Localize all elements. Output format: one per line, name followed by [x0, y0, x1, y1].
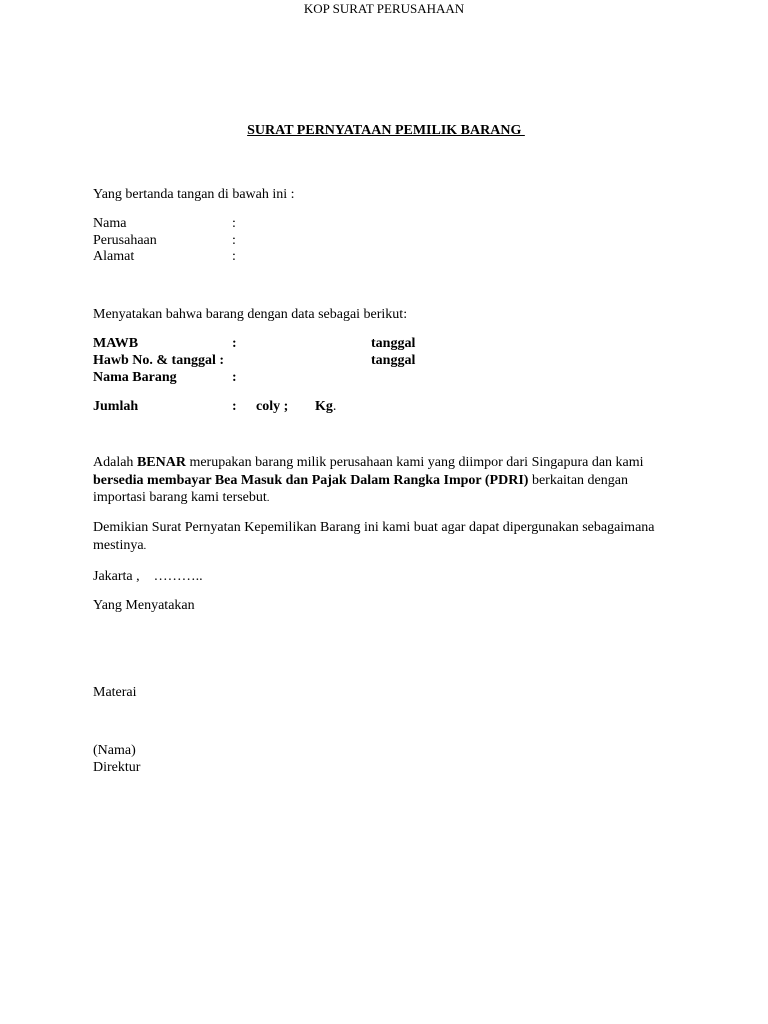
intro-text: Yang bertanda tangan di bawah ini : — [93, 187, 295, 202]
declaration-paragraph — [93, 454, 673, 508]
hawb-date-label: tanggal — [371, 353, 416, 368]
field-label: Nama — [93, 216, 127, 231]
mawb-colon: : — [232, 336, 237, 351]
mawb-label: MAWB — [93, 336, 139, 351]
field-colon: : — [232, 249, 236, 264]
kg-label — [315, 398, 336, 415]
stamp-placeholder: Materai — [93, 685, 137, 700]
jumlah-label: Jumlah — [93, 399, 139, 414]
kg-dot: . — [332, 399, 337, 414]
nama-barang-label: Nama Barang — [93, 370, 177, 385]
p1-text: berkaitan dengan importasi barang kami tersebut — [93, 472, 628, 505]
mawb-date-label: tanggal — [371, 336, 416, 351]
p2-end: . — [143, 539, 147, 552]
p1-benar: BENAR — [136, 455, 186, 470]
p1-pdri: bersedia membayar Bea Masuk dan Pajak Dalam Rangka Impor (PDRI) — [93, 472, 529, 488]
nama-barang-colon: : — [232, 370, 237, 385]
p1-end: . — [266, 492, 270, 504]
signer-position: Direktur — [93, 760, 141, 775]
coly-label: coly ; — [256, 399, 289, 414]
document-title: SURAT PERNYATAAN PEMILIK BARANG — [247, 123, 525, 138]
p1-text: merupakan barang milik perusahaan kami yang diimpor dari Singapura dan kami — [185, 455, 644, 470]
field-label: Alamat — [93, 249, 135, 264]
p2-text: Demikian Surat Pernyatan Kepemilikan Barang ini kami buat agar dapat dipergunakan sebagaimana mestinya — [93, 520, 655, 553]
jumlah-colon: : — [232, 399, 237, 414]
field-colon: : — [232, 233, 236, 248]
p1-text: Adalah — [93, 455, 137, 470]
declarant-label: Yang Menyatakan — [93, 598, 195, 613]
letterhead-placeholder: KOP SURAT PERUSAHAAN — [303, 1, 465, 16]
place-date: Jakarta , ……….. — [93, 569, 203, 584]
signer-name: (Nama) — [93, 743, 136, 758]
hawb-label: Hawb No. & tanggal : — [93, 353, 225, 368]
kg-text: Kg — [315, 399, 333, 414]
closing-paragraph — [93, 519, 673, 555]
field-label: Perusahaan — [93, 233, 157, 248]
statement-text: Menyatakan bahwa barang dengan data sebagai berikut: — [93, 307, 408, 322]
field-colon: : — [232, 216, 236, 231]
